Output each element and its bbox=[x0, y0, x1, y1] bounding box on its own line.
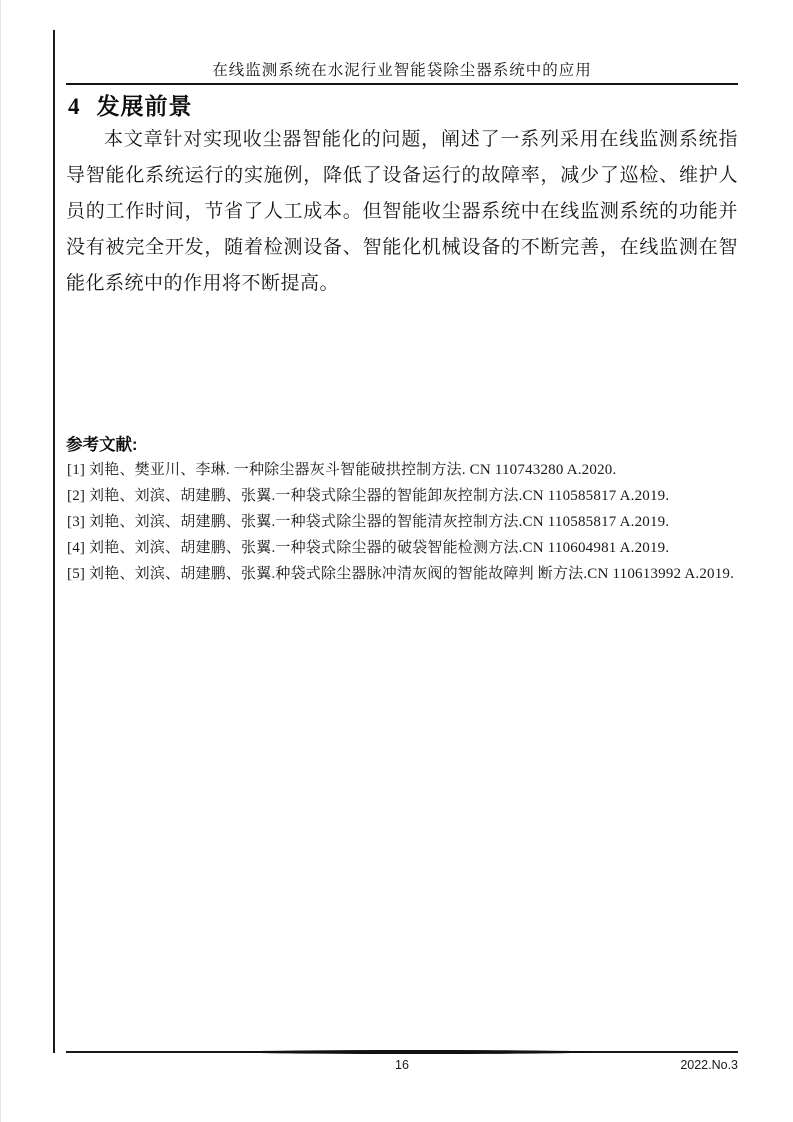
issue-label: 2022.No.3 bbox=[680, 1058, 738, 1072]
header-rule bbox=[66, 83, 738, 85]
reference-item: [1] 刘艳、樊亚川、李琳. 一种除尘器灰斗智能破拱控制方法. CN 110743280 A.2020. bbox=[67, 462, 617, 478]
reference-item: [3] 刘艳、刘滨、胡建鹏、张翼.一种袋式除尘器的智能清灰控制方法.CN 110585817 A.2019. bbox=[67, 514, 670, 530]
references-heading: 参考文献: bbox=[66, 436, 138, 454]
reference-item: [4] 刘艳、刘滨、胡建鹏、张翼.一种袋式除尘器的破袋智能检测方法.CN 110604981 A.2019. bbox=[67, 540, 670, 556]
references-list bbox=[67, 457, 739, 587]
section-number: 4 bbox=[68, 94, 81, 119]
section-heading bbox=[68, 88, 193, 121]
reference-item: [5] 刘艳、刘滨、胡建鹏、张翼.种袋式除尘器脉冲清灰阀的智能故障判 断方法.CN 110613992 A.2019. bbox=[67, 566, 735, 582]
footer-rule bbox=[66, 1050, 738, 1055]
page-footer bbox=[66, 1058, 738, 1076]
running-title: 在线监测系统在水泥行业智能袋除尘器系统中的应用 bbox=[212, 62, 592, 79]
body-paragraph: 本文章针对实现收尘器智能化的问题，阐述了一系列采用在线监测系统指导智能化系统运行的实施例，降低了设备运行的故障率，减少了巡检、维护人员的工作时间，节省了人工成本。但智能收尘器系统中在线监测系统的功能并没有被完全开发，随着检测设备、智能化机械设备的不断完善，在线监测在智能化系统中的作用将不断提高。 bbox=[66, 129, 738, 294]
page-number: 16 bbox=[395, 1058, 409, 1072]
section-title: 发展前景 bbox=[96, 93, 193, 119]
left-margin-rule bbox=[53, 30, 55, 1053]
reference-item: [2] 刘艳、刘滨、胡建鹏、张翼.一种袋式除尘器的智能卸灰控制方法.CN 110585817 A.2019. bbox=[67, 488, 670, 504]
footer-rule-scan-bulge bbox=[236, 1050, 596, 1054]
